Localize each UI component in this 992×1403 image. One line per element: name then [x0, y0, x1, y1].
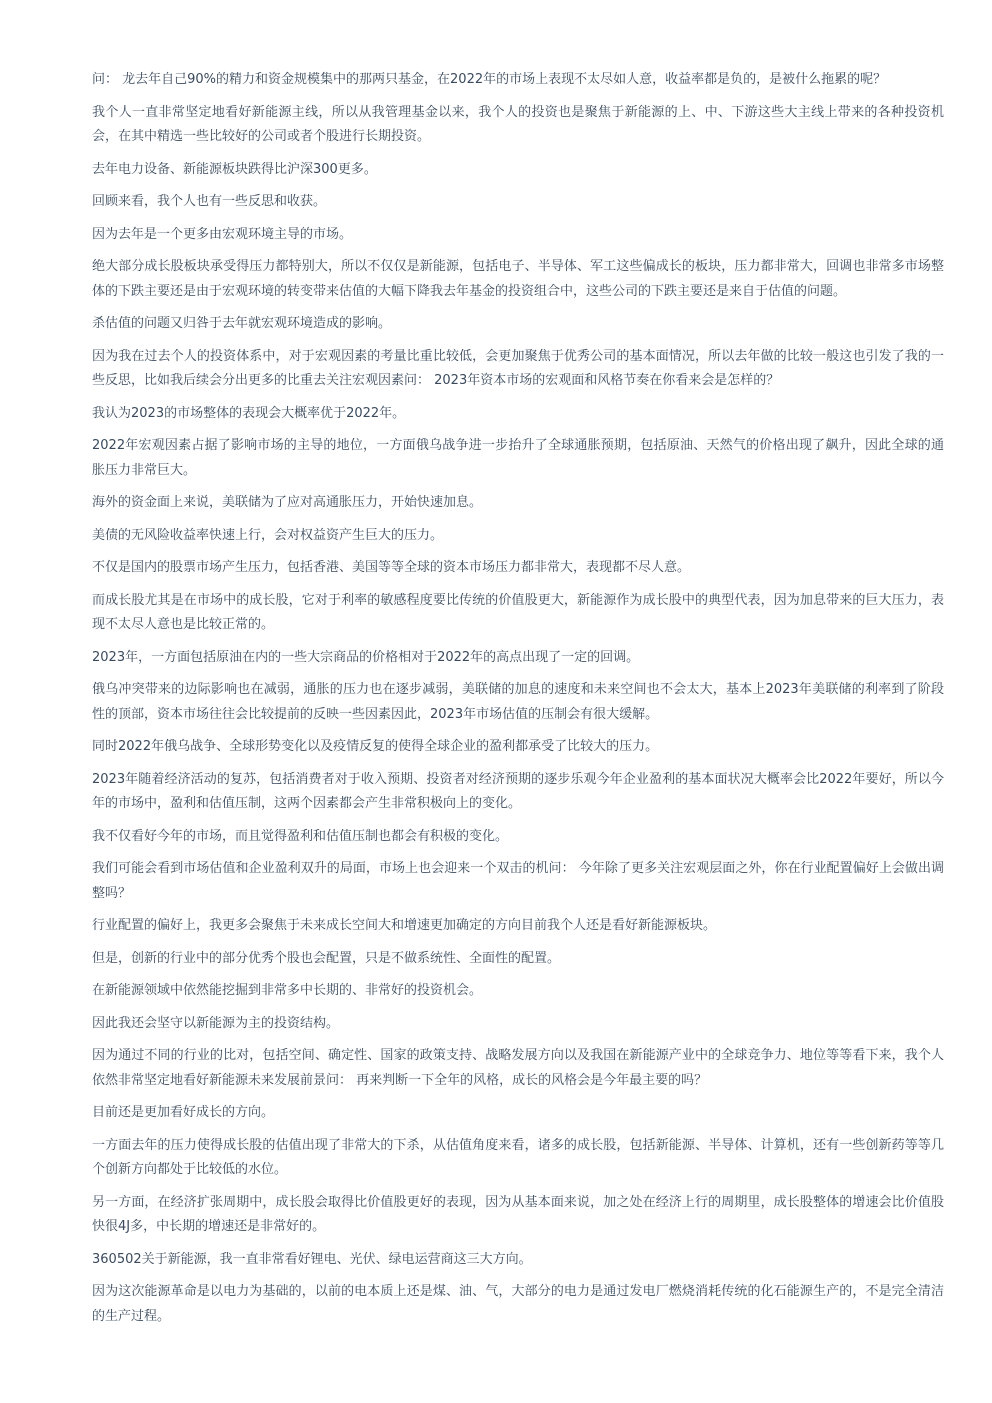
paragraph: 因为通过不同的行业的比对，包括空间、确定性、国家的政策支持、战略发展方向以及我国在新能源产业中的全球竞争力、地位等等看下来，我个人依然非常坚定地看好新能源未来发展前景问： 再来判断一下全年的风格，成长的风格会是今年最主要的吗？: [92, 1048, 944, 1088]
paragraph: 因为我在过去个人的投资体系中，对于宏观因素的考量比重比较低，会更加聚焦于优秀公司的基本面情况，所以去年做的比较一般这也引发了我的一些反思，比如我后续会分出更多的比重去关注宏观因素问： 2023年资本市场的宏观面和风格节奏在你看来会是怎样的？: [92, 348, 944, 388]
paragraph: 一方面去年的压力使得成长股的估值出现了非常大的下杀，从估值角度来看，诸多的成长股，包括新能源、半导体、计算机，还有一些创新药等等几个创新方向都处于比较低的水位。: [92, 1137, 944, 1177]
paragraph: 同时2022年俄乌战争、全球形势变化以及疫情反复的使得全球企业的盈利都承受了比较大的压力。: [92, 739, 659, 754]
paragraph: 我不仅看好今年的市场，而且觉得盈利和估值压制也都会有积极的变化。: [92, 828, 509, 844]
paragraph: 去年电力设备、新能源板块跌得比沪深300更多。: [92, 161, 377, 177]
paragraph: 因此我还会坚守以新能源为主的投资结构。: [92, 1015, 340, 1031]
paragraph: 杀估值的问题又归咎于去年就宏观环境造成的影响。: [92, 316, 392, 331]
paragraph: 2022年宏观因素占据了影响市场的主导的地位，一方面俄乌战争进一步抬升了全球通胀预期，包括原油、天然气的价格出现了飙升，因此全球的通胀压力非常巨大。: [92, 438, 944, 478]
paragraph: 我们可能会看到市场估值和企业盈利双升的局面，市场上也会迎来一个双击的机问： 今年除了更多关注宏观层面之外，你在行业配置偏好上会做出调整吗？: [92, 861, 944, 901]
paragraph: 海外的资金面上来说，美联储为了应对高通胀压力，开始快速加息。: [92, 495, 483, 510]
paragraph: 问： 龙去年自己90%的精力和资金规模集中的那两只基金，在2022年的市场上表现不太尽如人意，收益率都是负的，是被什么拖累的呢？: [92, 72, 887, 87]
paragraph: 因为去年是一个更多由宏观环境主导的市场。: [92, 226, 353, 242]
paragraph: 2023年随着经济活动的复苏，包括消费者对于收入预期、投资者对经济预期的逐步乐观今年企业盈利的基本面状况大概率会比2022年要好，所以今年的市场中，盈利和估值压制，这两个因素都会产生非常积极向上的变化。: [92, 771, 944, 811]
paragraph: 但是，创新的行业中的部分优秀个股也会配置，只是不做系统性、全面性的配置。: [92, 950, 561, 966]
paragraph: 目前还是更加看好成长的方向。: [92, 1105, 275, 1120]
paragraph: 回顾来看，我个人也有一些反思和收获。: [92, 194, 327, 209]
document-page: [92, 68, 944, 1337]
paragraph: 另一方面，在经济扩张周期中，成长股会取得比价值股更好的表现，因为从基本面来说，加之处在经济上行的周期里，成长股整体的增速会比价值股快很4J多，中长期的增速还是非常好的。: [92, 1194, 944, 1234]
paragraph: 不仅是国内的股票市场产生压力，包括香港、美国等等全球的资本市场压力都非常大，表现都不尽人意。: [92, 560, 691, 575]
paragraph: 2023年，一方面包括原油在内的一些大宗商品的价格相对于2022年的高点出现了一定的回调。: [92, 649, 640, 665]
paragraph: 我认为2023的市场整体的表现会大概率优于2022年。: [92, 405, 406, 421]
paragraph: 360502关于新能源，我一直非常看好锂电、光伏、绿电运营商这三大方向。: [92, 1251, 532, 1267]
paragraph: 而成长股尤其是在市场中的成长股，它对于利率的敏感程度要比传统的价值股更大，新能源作为成长股中的典型代表，因为加息带来的巨大压力，表现不太尽人意也是比较正常的。: [92, 592, 944, 632]
paragraph: 我个人一直非常坚定地看好新能源主线，所以从我管理基金以来，我个人的投资也是聚焦于新能源的上、中、下游这些大主线上带来的各种投资机会，在其中精选一些比较好的公司或者个股进行长期投资。: [92, 104, 944, 144]
paragraph: 绝大部分成长股板块承受得压力都特别大，所以不仅仅是新能源，包括电子、半导体、军工这些偏成长的板块，压力都非常大，回调也非常多市场整体的下跌主要还是由于宏观环境的转变带来估值的大幅下降我去年基金的投资组合中，这些公司的下跌主要还是来自于估值的问题。: [92, 259, 944, 299]
paragraph: 美债的无风险收益率快速上行，会对权益资产生巨大的压力。: [92, 527, 444, 543]
paragraph: 行业配置的偏好上，我更多会聚焦于未来成长空间大和增速更加确定的方向目前我个人还是看好新能源板块。: [92, 918, 717, 933]
paragraph: 因为这次能源革命是以电力为基础的，以前的电本质上还是煤、油、气，大部分的电力是通过发电厂燃烧消耗传统的化石能源生产的，不是完全清洁的生产过程。: [92, 1284, 944, 1324]
paragraph: 俄乌冲突带来的边际影响也在减弱，通胀的压力也在逐步减弱，美联储的加息的速度和未来空间也不会太大，基本上2023年美联储的利率到了阶段性的顶部，资本市场往往会比较提前的反映一些因素因此，2023年市场估值的压制会有很大缓解。: [92, 682, 944, 722]
paragraph: 在新能源领域中依然能挖掘到非常多中长期的、非常好的投资机会。: [92, 983, 483, 998]
